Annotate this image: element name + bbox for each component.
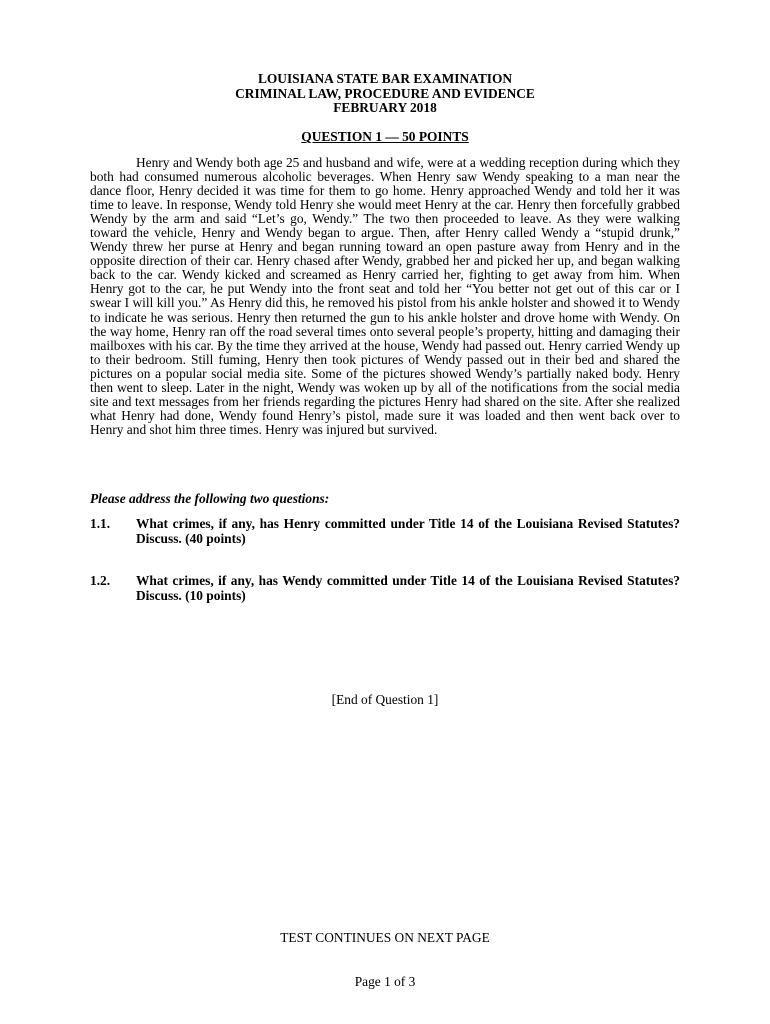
question-number: 1.2. bbox=[90, 573, 111, 588]
question-text: What crimes, if any, has Wendy committed under Title 14 of the Louisiana Revised Statutes? Discuss. (10 points) bbox=[136, 573, 680, 603]
test-continues-notice: TEST CONTINUES ON NEXT PAGE bbox=[280, 930, 490, 945]
exam-header bbox=[0, 72, 770, 116]
page-number: Page 1 of 3 bbox=[354, 974, 416, 989]
end-of-question-marker: [End of Question 1] bbox=[331, 692, 439, 707]
question-number: 1.1. bbox=[90, 516, 111, 531]
instructions-prompt: Please address the following two questions: bbox=[90, 491, 330, 506]
question-item-1-1 bbox=[90, 517, 680, 546]
question-title: QUESTION 1 — 50 POINTS bbox=[301, 129, 469, 144]
question-text: What crimes, if any, has Henry committed under Title 14 of the Louisiana Revised Statutes? Discuss. (40 points) bbox=[136, 516, 680, 546]
header-title: LOUISIANA STATE BAR EXAMINATION bbox=[257, 71, 513, 86]
header-subject: CRIMINAL LAW, PROCEDURE AND EVIDENCE bbox=[235, 85, 535, 101]
header-date: FEBRUARY 2018 bbox=[333, 100, 437, 116]
fact-pattern: Henry and Wendy both age 25 and husband and wife, were at a wedding reception during which they both had consumed numerous alcoholic beverages. When Henry saw Wendy speaking to a man near the dance floor, Henry decided it was time for them to go home. Henry approached Wendy and told her it was time to leave. In response, Wendy told Henry she would meet Henry at the car. Henry then forcefully grabbed Wendy by the arm and said “Let’s go, Wendy.” The two then proceeded to leave. As they were walking toward the vehicle, Henry and Wendy began to argue. Then, after Henry called Wendy a “stupid drunk,” Wendy threw her purse at Henry and began running toward an open pasture away from Henry and in the opposite direction of their car. Henry chased after Wendy, grabbed her and picked her up, and began walking back to the car. Wendy kicked and screamed as Henry carried her, fighting to get away from him. When Henry got to the car, he put Wendy into the front seat and told her “You better not get out of this car or I swear I will kill you.” As Henry did this, he removed his pistol from his ankle holster and showed it to Wendy to indicate he was serious. Henry then returned the gun to his ankle holster and drove home with Wendy. On the way home, Henry ran off the road several times onto several people’s property, hitting and damaging their mailboxes with his car. By the time they arrived at the house, Wendy had passed out. Henry carried Wendy up to their bedroom. Still fuming, Henry then took pictures of Wendy passed out in their bed and shared the pictures on a popular social media site. Some of the pictures showed Wendy’s partially naked body. Henry then went to sleep. Later in the night, Wendy was woken up by all of the notifications from the social media site and text messages from her friends regarding the pictures Henry had shared on the site. After she realized what Henry had done, Wendy found Henry’s pistol, made sure it was loaded and then went back over to Henry and shot him three times. Henry was injured but survived. bbox=[90, 155, 680, 437]
question-item-1-2 bbox=[90, 574, 680, 603]
